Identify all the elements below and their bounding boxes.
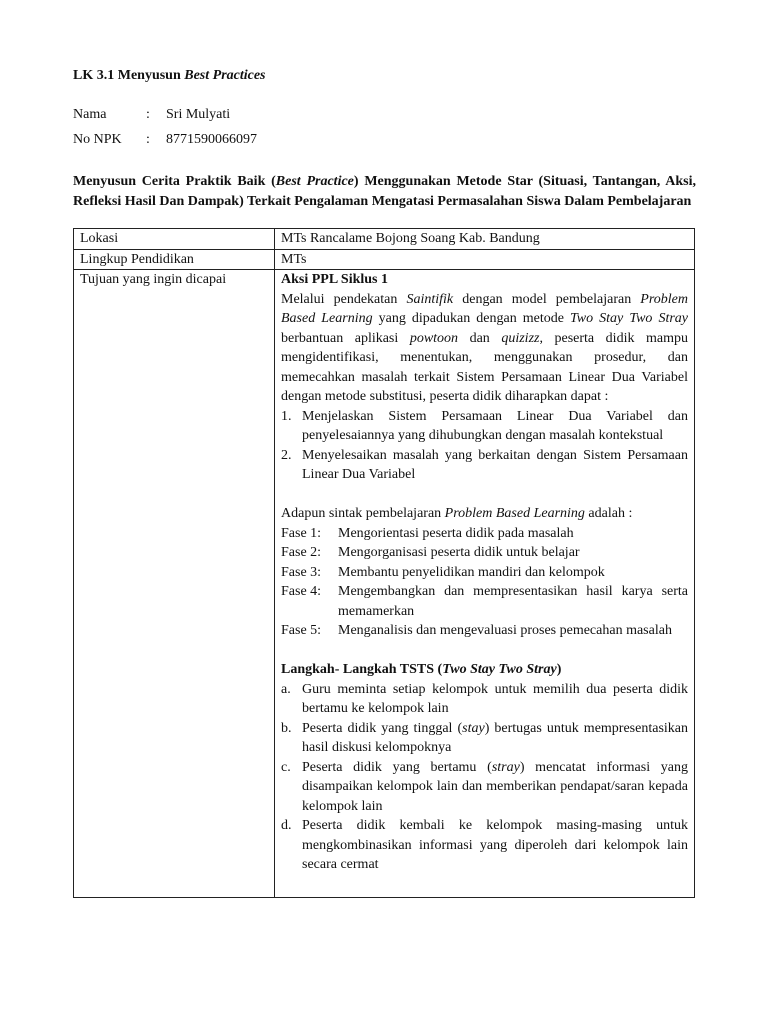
lingkup-label: Lingkup Pendidikan xyxy=(74,249,275,270)
list-item: 1. Menjelaskan Sistem Persamaan Linear Dua Variabel dan penyelesaiannya yang dihubungkan dengan masalah kontekstual xyxy=(281,408,688,443)
lokasi-value: MTs Rancalame Bojong Soang Kab. Bandung xyxy=(275,229,695,250)
goals-list xyxy=(281,407,688,485)
list-item: c. Peserta didik yang bertamu (stray) mencatat informasi yang disampaikan kelompok lain dan memberikan pendapat/saran kepada kelompok lain xyxy=(281,759,689,814)
npk-colon: : xyxy=(146,132,150,147)
document-title: LK 3.1 Menyusun Best Practices xyxy=(73,68,266,83)
list-item: Fase 2: Mengorganisasi peserta didik untuk belajar xyxy=(281,545,580,560)
list-item: d. Peserta didik kembali ke kelompok masing-masing untuk mengkombinasikan informasi yang diperoleh dari kelompok lain secara cermat xyxy=(281,818,688,872)
tujuan-label: Tujuan yang ingin dicapai xyxy=(74,270,275,898)
list-item: Fase 4: Mengembangkan dan mempresentasikan hasil karya serta memamerkan xyxy=(281,584,688,619)
npk-label: No NPK xyxy=(73,132,122,147)
lingkup-value: MTs xyxy=(275,249,695,270)
sintak-intro: Adapun sintak pembelajaran Problem Based Learning adalah : xyxy=(281,506,633,521)
tujuan-content xyxy=(275,270,695,898)
best-practice-table xyxy=(73,228,695,898)
npk-value: 8771590066097 xyxy=(166,132,257,147)
table-row-tujuan xyxy=(74,270,695,898)
list-item: Fase 5: Menganalisis dan mengevaluasi proses pemecahan masalah xyxy=(281,623,672,638)
name-value: Sri Mulyati xyxy=(166,107,231,122)
langkah-title: Langkah- Langkah TSTS (Two Stay Two Stray) xyxy=(281,662,562,677)
list-item: b. Peserta didik yang tinggal (stay) bertugas untuk mempresentasikan hasil diskusi kelompoknya xyxy=(281,720,688,755)
lokasi-label: Lokasi xyxy=(74,229,275,250)
list-item: 2. Menyelesaikan masalah yang berkaitan dengan Sistem Persamaan Linear Dua Variabel xyxy=(281,447,688,482)
table-row-lingkup xyxy=(74,249,695,270)
list-item: Fase 3: Membantu penyelidikan mandiri dan kelompok xyxy=(281,564,605,580)
steps-list xyxy=(281,680,688,875)
intro-paragraph: Melalui pendekatan Saintifik dengan model pembelajaran Problem Based Learning yang dipadukan dengan metode Two Stay Two Stray berbantuan aplikasi powtoon dan quizizz, peserta didik mampu mengidentifikasi, menentukan, menggunakan prosedur, dan memecahkan masalah terkait Sistem Persamaan Linear Dua Variabel dengan metode substitusi, peserta didik diharapkan dapat : xyxy=(281,291,689,404)
name-colon: : xyxy=(146,107,150,122)
aksi-title: Aksi PPL Siklus 1 xyxy=(281,272,388,287)
list-item: a. Guru meminta setiap kelompok untuk memilih dua peserta didik bertamu ke kelompok lain xyxy=(281,681,688,716)
fase-list xyxy=(281,524,688,641)
list-item: Fase 1: Mengorientasi peserta didik pada masalah xyxy=(281,525,574,541)
name-label: Nama xyxy=(73,107,107,122)
section-heading: Menyusun Cerita Praktik Baik (Best Practice) Menggunakan Metode Star (Situasi, Tantangan, Aksi, Refleksi Hasil Dan Dampak) Terkait Pengalaman Mengatasi Permasalahan Siswa Dalam Pembelajaran xyxy=(73,174,696,209)
table-row-lokasi xyxy=(74,229,695,250)
